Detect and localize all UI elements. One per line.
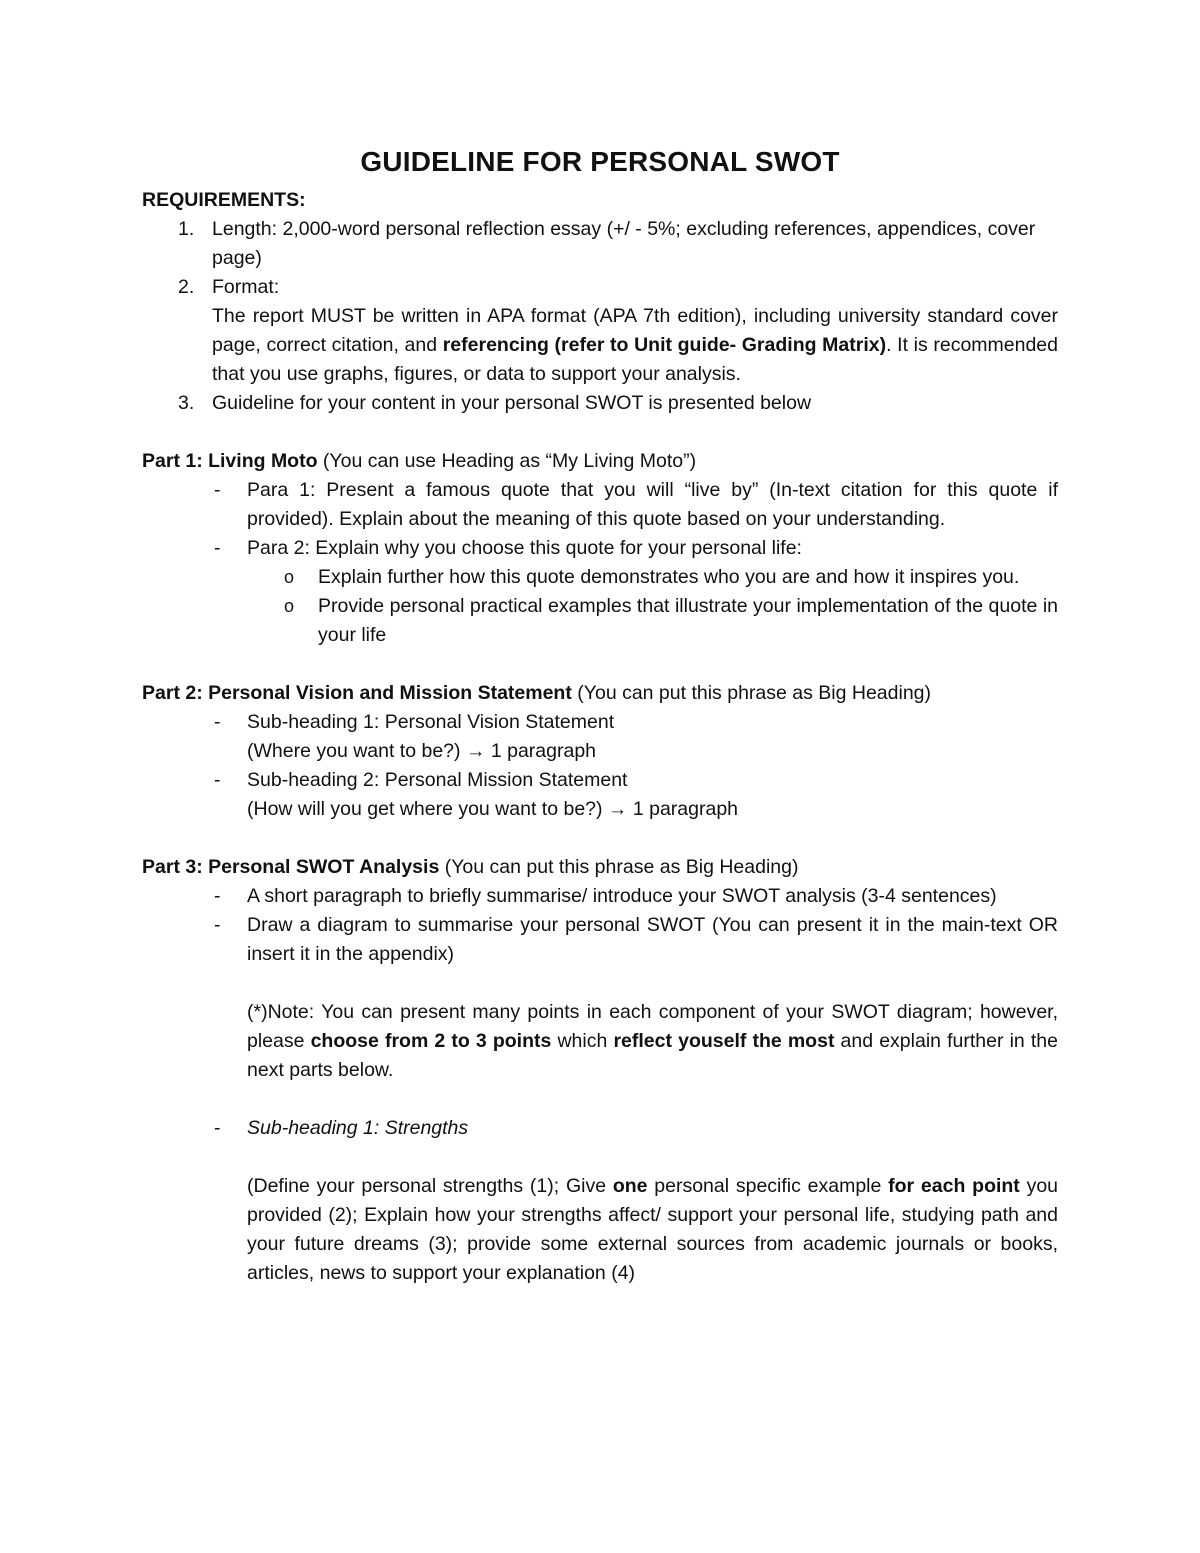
requirement-item-format [142, 273, 1058, 389]
arrow-icon: → [607, 798, 628, 820]
page-title: GUIDELINE FOR PERSONAL SWOT [360, 146, 840, 177]
emphasis-text: referencing (refer to Unit guide- Grading Matrix) [442, 334, 887, 356]
requirement-text: Length: 2,000-word personal reflection essay (+/ - 5%; excluding references, appendices, cover page) [212, 218, 1036, 269]
requirement-item-guideline [142, 389, 1058, 418]
part2-mission-item: - Sub-heading 2: Personal Mission Statement [142, 766, 1058, 795]
list-number: 1. [178, 218, 195, 240]
part3-note: (*)Note: You can present many points in each component of your SWOT diagram; however, please choose from 2 to 3 points which reflect youself the most and explain further in the next parts below. [247, 1001, 1058, 1081]
requirement-text: The report MUST be written in APA format (APA 7th edition), including university standard cover page, correct citation, and referencing (refer to Unit guide- Grading Matrix). It is recommended that you use graphs, figures, or data to support your analysis. [212, 305, 1058, 385]
requirement-item-length [142, 215, 1058, 273]
arrow-icon: → [465, 740, 486, 762]
part3-diagram-item: - Draw a diagram to summarise your personal SWOT (You can present it in the main-text OR insert it in the appendix) [142, 911, 1058, 969]
part3-heading: Part 3: Personal SWOT Analysis (You can put this phrase as Big Heading) [142, 856, 799, 878]
circle-bullet: o [284, 596, 295, 616]
part2-mission-detail: (How will you get where you want to be?) → 1 paragraph [247, 798, 739, 820]
requirement-label: Format: [212, 276, 280, 298]
dash-bullet: - [214, 479, 221, 501]
dash-bullet: - [214, 914, 221, 936]
document-page [142, 142, 1058, 1288]
part3-strengths-detail: (Define your personal strengths (1); Give one personal specific example for each point you provided (2); Explain how your strengths affect/ support your personal life, studying path and your future dreams (3); provide some external sources from academic journals or books, articles, news to support your explanation (4) [247, 1175, 1059, 1284]
circle-bullet: o [284, 567, 295, 587]
dash-bullet: - [214, 1117, 221, 1139]
list-number: 2. [178, 276, 195, 298]
strengths-subheading: Sub-heading 1: Strengths [247, 1117, 469, 1139]
part1-para1-item: - Para 1: Present a famous quote that you will “live by” (In-text citation for this quote if provided). Explain about the meaning of this quote based on your understanding. [142, 476, 1058, 534]
part1-sub-item: o Provide personal practical examples that illustrate your implementation of the quote in your life [142, 592, 1058, 650]
part1-para2-item: - Para 2: Explain why you choose this quote for your personal life: [142, 534, 1058, 563]
part2-vision-detail: (Where you want to be?) → 1 paragraph [247, 740, 597, 762]
list-number: 3. [178, 392, 195, 414]
part2-vision-item: - Sub-heading 1: Personal Vision Statement [142, 708, 1058, 737]
requirement-text: Guideline for your content in your personal SWOT is presented below [212, 392, 812, 414]
part1-sub-item: o Explain further how this quote demonstrates who you are and how it inspires you. [142, 563, 1058, 592]
dash-bullet: - [214, 769, 221, 791]
dash-bullet: - [214, 537, 221, 559]
part2-heading: Part 2: Personal Vision and Mission Statement (You can put this phrase as Big Heading) [142, 682, 932, 704]
dash-bullet: - [214, 885, 221, 907]
part3-summary-item: - A short paragraph to briefly summarise/ introduce your SWOT analysis (3-4 sentences) [142, 882, 1058, 911]
dash-bullet: - [214, 711, 221, 733]
part3-strengths-item [142, 1114, 1058, 1143]
part1-heading: Part 1: Living Moto (You can use Heading as “My Living Moto”) [142, 450, 697, 472]
requirements-heading: REQUIREMENTS: [142, 189, 306, 211]
